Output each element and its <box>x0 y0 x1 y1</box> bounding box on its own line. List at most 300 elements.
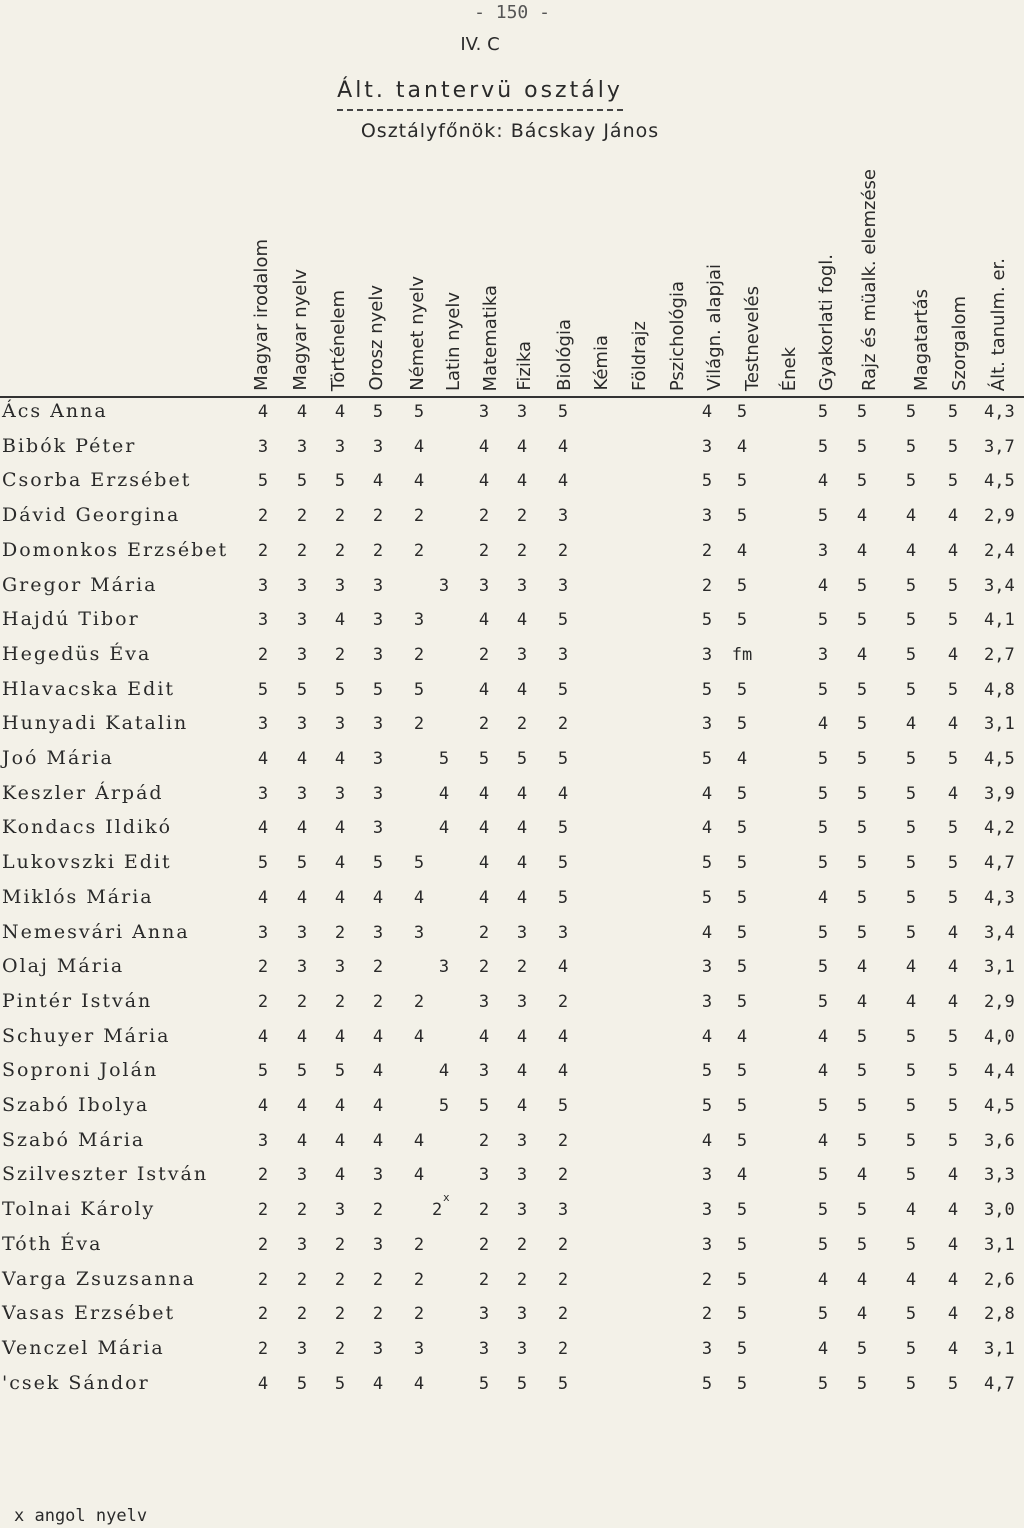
grade-cell: 3 <box>478 1304 490 1325</box>
grade-cell: 4 <box>947 1338 959 1359</box>
grade-cell: 5 <box>413 853 425 874</box>
grade-cell: 3 <box>372 644 384 665</box>
column-header: Magatartás <box>911 289 932 391</box>
grade-cell: 2 <box>372 1269 384 1290</box>
grade-cell: 4 <box>257 1373 269 1394</box>
grade-cell: 3 <box>516 1165 528 1186</box>
grade-cell: 2 <box>296 991 308 1012</box>
grade-cell: 5 <box>947 818 959 839</box>
grade-cell: 2 <box>413 644 425 665</box>
column-header: Magyar nyelv <box>290 269 311 391</box>
average-cell: 2,6 <box>984 1269 1015 1290</box>
grade-cell: 3 <box>478 991 490 1012</box>
grade-cell: 5 <box>856 1373 868 1394</box>
grade-cell: 5 <box>257 853 269 874</box>
grade-cell: 4 <box>947 991 959 1012</box>
grade-cell: 2 <box>516 714 528 735</box>
grade-cell: 2 <box>257 991 269 1012</box>
grade-cell: 5 <box>736 679 748 700</box>
grade-cell: 5 <box>736 1234 748 1255</box>
average-cell: 3,1 <box>984 957 1015 978</box>
grade-cell: 5 <box>557 853 569 874</box>
average-cell: 3,4 <box>984 922 1015 943</box>
grade-cell: 3 <box>701 1165 713 1186</box>
grade-cell: 5 <box>905 749 917 769</box>
grade-cell: 2 <box>257 1200 269 1221</box>
grade-cell: 4 <box>334 1026 346 1047</box>
grade-cell: 5 <box>736 887 748 908</box>
grade-cell: 2 <box>413 1234 425 1255</box>
grade-cell: 5 <box>817 1096 829 1116</box>
table-row <box>0 849 1024 883</box>
footnote: x angol nyelv <box>14 1506 148 1526</box>
class-code: IV. C <box>460 34 500 55</box>
grade-cell: 2 <box>257 1304 269 1325</box>
grade-cell: 5 <box>334 679 346 700</box>
grade-cell: 4 <box>701 783 713 804</box>
grade-cell: 4 <box>736 436 748 457</box>
grade-cell: 3 <box>516 1304 528 1325</box>
grade-cell: 5 <box>736 1338 748 1359</box>
column-header: Testnevelés <box>742 285 763 391</box>
grade-cell: 4 <box>478 610 490 631</box>
grade-cell: 5 <box>736 1269 748 1290</box>
grade-cell: 2 <box>557 714 569 735</box>
grade-cell: 3 <box>516 644 528 665</box>
grade-cell: 5 <box>334 471 346 492</box>
average-cell: 2,4 <box>984 540 1015 561</box>
grade-cell: 5 <box>856 1130 868 1151</box>
grade-cell: 5 <box>905 887 917 908</box>
grade-cell: 5 <box>947 610 959 631</box>
grade-cell: 5 <box>817 1304 829 1325</box>
grade-cell: 4 <box>856 957 868 978</box>
grade-cell: 5 <box>296 1061 308 1082</box>
table-row <box>0 1196 1024 1230</box>
grade-cell: 5 <box>372 402 384 422</box>
grade-cell: 3 <box>413 1338 425 1359</box>
grade-cell: 4 <box>413 1373 425 1394</box>
grade-cell: 5 <box>736 1130 748 1151</box>
grade-cell: 2 <box>257 957 269 978</box>
grade-cell: 5 <box>856 1026 868 1047</box>
grade-cell: 4 <box>817 1130 829 1151</box>
grade-cell: 4 <box>817 1061 829 1082</box>
grade-cell: 3 <box>701 436 713 457</box>
grade-cell: 2 <box>372 1200 384 1221</box>
student-name: Tóth Éva <box>2 1232 103 1255</box>
grade-cell: 3 <box>372 714 384 735</box>
grade-cell: 4 <box>372 1026 384 1047</box>
grade-cell: 2 <box>516 1234 528 1255</box>
grade-cell: 5 <box>905 922 917 943</box>
grade-cell: 2 <box>334 540 346 561</box>
column-header: Latin nyelv <box>443 291 464 391</box>
grade-cell: 5 <box>856 1200 868 1221</box>
grade-cell: 5 <box>296 853 308 874</box>
student-name: Soproni Jolán <box>2 1059 159 1082</box>
student-name: Vasas Erzsébet <box>2 1302 176 1325</box>
grade-cell: 4 <box>947 1304 959 1325</box>
grade-cell: 4 <box>817 1026 829 1047</box>
student-name: Lukovszki Edit <box>2 851 172 874</box>
grade-cell: 4 <box>905 540 917 561</box>
grade-cell: 3 <box>516 922 528 943</box>
grade-cell: 4 <box>334 1130 346 1151</box>
table-row <box>0 1266 1024 1300</box>
grade-cell: 5 <box>701 853 713 874</box>
grade-cell: 3 <box>557 644 569 665</box>
head-teacher: Osztályfőnök: Bácskay János <box>360 120 660 142</box>
grade-cell: 5 <box>736 575 748 596</box>
grade-cell: 5 <box>701 1096 713 1116</box>
table-row <box>0 919 1024 953</box>
student-name: Hlavacska Edit <box>2 677 176 700</box>
grade-cell: 4 <box>257 818 269 839</box>
grade-cell: 5 <box>905 1096 917 1116</box>
grade-cell: 2 <box>478 1130 490 1151</box>
grade-cell: 4 <box>478 1026 490 1047</box>
grade-cell: 3 <box>372 575 384 596</box>
grade-cell: 5 <box>817 402 829 422</box>
grade-cell: 5 <box>905 1338 917 1359</box>
grade-cell: 2 <box>334 991 346 1012</box>
grade-cell: 4 <box>478 783 490 804</box>
table-row <box>0 537 1024 571</box>
table-row <box>0 398 1024 432</box>
grade-cell: 4 <box>478 436 490 457</box>
grade-cell: 2 <box>334 1304 346 1325</box>
grade-cell: 5 <box>905 818 917 839</box>
student-name: Szilveszter István <box>2 1163 209 1186</box>
grade-cell: 3 <box>701 714 713 735</box>
grade-cell: 3 <box>817 644 829 665</box>
grade-cell: 3 <box>478 402 490 422</box>
grade-cell: 5 <box>701 887 713 908</box>
grade-cell: 2 <box>413 714 425 735</box>
grade-cell: 4 <box>947 1165 959 1186</box>
grade-cell: 4 <box>296 1130 308 1151</box>
grade-cell: 2 <box>257 1234 269 1255</box>
grade-cell: 4 <box>413 1165 425 1186</box>
grade-cell: 4 <box>516 1096 528 1116</box>
grade-cell: 4 <box>516 471 528 492</box>
grade-cell: 4 <box>296 749 308 769</box>
grade-cell: 2 <box>296 1269 308 1290</box>
grade-cell: 2 <box>478 714 490 735</box>
grade-cell: 5 <box>478 749 490 769</box>
grade-cell: 5 <box>856 749 868 769</box>
grade-cell: 3 <box>334 1200 346 1221</box>
student-name: Szabó Mária <box>2 1128 146 1151</box>
grade-cell: 4 <box>516 679 528 700</box>
column-header: Szorgalom <box>949 296 970 391</box>
grade-cell: 4 <box>905 714 917 735</box>
table-row <box>0 1057 1024 1091</box>
grade-cell: 5 <box>905 1234 917 1255</box>
grade-cell: 3 <box>478 1061 490 1082</box>
average-cell: 4,1 <box>984 610 1015 631</box>
grade-cell: 4 <box>856 540 868 561</box>
grade-cell: 5 <box>736 922 748 943</box>
grade-cell: 4 <box>334 402 346 422</box>
grade-cell: 5 <box>817 818 829 839</box>
grade-cell: 5 <box>947 1130 959 1151</box>
average-cell: 2,9 <box>984 991 1015 1012</box>
grade-cell: 4 <box>334 1096 346 1116</box>
grade-cell: 2 <box>413 1269 425 1290</box>
grade-cell: 5 <box>817 922 829 943</box>
grade-cell: 5 <box>856 818 868 839</box>
grade-cell: 4 <box>516 818 528 839</box>
grade-cell: 4 <box>334 1165 346 1186</box>
grade-cell: 5 <box>478 1373 490 1394</box>
grade-cell: 2 <box>413 506 425 527</box>
student-name: Kondacs Ildikó <box>2 816 173 839</box>
grade-cell: 2 <box>478 1269 490 1290</box>
grade-cell: 2 <box>701 1304 713 1325</box>
student-name: Keszler Árpád <box>2 781 164 804</box>
student-name: Pintér István <box>2 989 153 1012</box>
grade-cell: 4 <box>372 1096 384 1116</box>
grade-cell: 5 <box>372 679 384 700</box>
grade-cell: 4 <box>257 1026 269 1047</box>
student-name: Joó Mária <box>2 747 114 769</box>
student-name: Miklós Mária <box>2 885 154 908</box>
grade-cell: 3 <box>296 436 308 457</box>
grade-cell: 2 <box>478 506 490 527</box>
column-header: Ének <box>779 346 800 391</box>
student-name: Gregor Mária <box>2 573 158 596</box>
grade-cell: 4 <box>334 749 346 769</box>
grade-cell: 2 <box>516 540 528 561</box>
grade-cell: 4 <box>438 818 450 839</box>
grade-cell: 5 <box>947 749 959 769</box>
grade-cell: 5 <box>856 436 868 457</box>
grade-cell: 2 <box>334 1338 346 1359</box>
grade-cell: 4 <box>701 922 713 943</box>
grade-cell: 5 <box>516 749 528 769</box>
grade-cell: 5 <box>413 679 425 700</box>
grade-cell: 4 <box>856 1165 868 1186</box>
table-row <box>0 1023 1024 1057</box>
grade-cell: 4 <box>478 471 490 492</box>
grade-cell: 5 <box>856 922 868 943</box>
grade-cell: 4 <box>516 887 528 908</box>
grade-cell: 5 <box>817 1373 829 1394</box>
grade-cell: 4 <box>817 575 829 596</box>
grade-cell: 5 <box>905 679 917 700</box>
page-title <box>0 78 960 103</box>
grade-cell: 5 <box>856 714 868 735</box>
table-row <box>0 780 1024 814</box>
table-row <box>0 814 1024 848</box>
grade-cell: 5 <box>947 853 959 874</box>
student-name: Hegedüs Éva <box>2 642 152 665</box>
table-row <box>0 710 1024 744</box>
grade-cell: 4 <box>905 1269 917 1290</box>
grade-cell: 4 <box>334 887 346 908</box>
grade-cell: 3 <box>701 1200 713 1221</box>
student-name: Hajdú Tibor <box>2 608 140 631</box>
grade-cell: 4 <box>413 436 425 457</box>
grade-cell: 4 <box>947 644 959 665</box>
grade-cell: 3 <box>557 575 569 596</box>
grade-cell: 3 <box>478 1165 490 1186</box>
student-name: Hunyadi Katalin <box>2 712 189 735</box>
grade-cell: 5 <box>736 1373 748 1394</box>
grade-cell: 5 <box>947 575 959 596</box>
grade-cell: 5 <box>736 610 748 631</box>
grade-cell: 4 <box>905 991 917 1012</box>
grade-cell: 3 <box>372 1165 384 1186</box>
grade-cell: 4 <box>736 1026 748 1047</box>
grade-cell: 4 <box>905 506 917 527</box>
grade-cell: 5 <box>296 679 308 700</box>
grade-cell: 3 <box>334 436 346 457</box>
grade-cell: 4 <box>701 402 713 422</box>
grade-cell: 2 <box>557 540 569 561</box>
column-header: Német nyelv <box>407 276 428 391</box>
average-cell: 4,3 <box>984 402 1015 422</box>
column-header: Pszichológia <box>667 280 688 391</box>
table-row <box>0 1127 1024 1161</box>
grade-cell: 2 <box>701 575 713 596</box>
column-header: Magyar irodalom <box>251 239 272 391</box>
grade-cell: 3 <box>372 1338 384 1359</box>
grade-cell: 2 <box>372 506 384 527</box>
grade-cell: 3 <box>372 436 384 457</box>
grade-cell: 4 <box>856 506 868 527</box>
grade-cell: 4 <box>736 540 748 561</box>
grade-cell: 3 <box>257 922 269 943</box>
grade-cell: 4 <box>334 853 346 874</box>
grade-cell: 4 <box>856 991 868 1012</box>
grade-cell: 4 <box>947 540 959 561</box>
grade-cell: 4 <box>296 1026 308 1047</box>
grade-cell: 5 <box>947 887 959 908</box>
grade-cell: 3 <box>296 610 308 631</box>
grade-cell: 5 <box>856 887 868 908</box>
grade-cell: 5 <box>736 506 748 527</box>
grade-cell: 5 <box>947 436 959 457</box>
grade-cell: 3 <box>296 922 308 943</box>
grade-cell: 5 <box>817 679 829 700</box>
grade-cell: 3 <box>257 714 269 735</box>
grade-cell: 4 <box>701 818 713 839</box>
grade-cell: 2 <box>557 991 569 1012</box>
grade-cell: 5 <box>947 1096 959 1116</box>
grade-cell: 5 <box>736 853 748 874</box>
grade-cell: 2 <box>516 506 528 527</box>
table-row <box>0 953 1024 987</box>
grade-cell: 2 <box>701 540 713 561</box>
average-cell: 4,8 <box>984 679 1015 700</box>
grade-cell: 2 <box>478 922 490 943</box>
grade-cell: 4 <box>947 922 959 943</box>
grade-cell: 2 <box>334 506 346 527</box>
grade-cell: 2 <box>413 540 425 561</box>
grade-cell: 3 <box>516 1338 528 1359</box>
grade-cell: 5 <box>557 402 569 422</box>
grade-cell: 2 <box>257 506 269 527</box>
student-name: 'csek Sándor <box>2 1371 150 1394</box>
grade-cell: 5 <box>817 1165 829 1186</box>
grade-cell: 5 <box>856 575 868 596</box>
grade-cell: 3 <box>701 506 713 527</box>
grade-cell: 5 <box>334 1061 346 1082</box>
grade-cell: 5 <box>557 1096 569 1116</box>
average-cell: 4,4 <box>984 1061 1015 1082</box>
grade-cell: 4 <box>372 887 384 908</box>
column-header: Gyakorlati fogl. <box>816 253 837 391</box>
grade-cell: 5 <box>334 1373 346 1394</box>
grade-cell: 4 <box>478 853 490 874</box>
grade-cell: 3 <box>701 1234 713 1255</box>
grade-cell: 4 <box>557 1061 569 1082</box>
grade-cell: 5 <box>817 853 829 874</box>
grade-cell: 3 <box>296 575 308 596</box>
grade-cell: 4 <box>905 957 917 978</box>
grade-cell: 2 <box>296 1304 308 1325</box>
grade-cell: 5 <box>257 1061 269 1082</box>
grade-cell: 2 <box>557 1269 569 1290</box>
grade-cell: 2 <box>334 1234 346 1255</box>
grade-cell: 3 <box>372 749 384 769</box>
grade-cell: 3 <box>557 506 569 527</box>
student-name: Ács Anna <box>2 400 108 422</box>
grade-cell: 2 <box>296 506 308 527</box>
grade-cell: 4 <box>557 1026 569 1047</box>
grade-cell: 5 <box>905 783 917 804</box>
grade-cell: 5 <box>257 679 269 700</box>
grade-cell: 5 <box>856 853 868 874</box>
grade-cell: 5 <box>856 402 868 422</box>
grade-cell: 5 <box>856 471 868 492</box>
student-name: Varga Zsuzsanna <box>2 1267 196 1290</box>
average-cell: 4,5 <box>984 1096 1015 1116</box>
grade-cell: 3 <box>334 783 346 804</box>
grade-cell: 5 <box>413 402 425 422</box>
grade-cell: 5 <box>856 783 868 804</box>
page-number: - 150 - <box>474 2 550 23</box>
grade-cell: 2 <box>334 1269 346 1290</box>
average-cell: 4,5 <box>984 471 1015 492</box>
grade-cell: 4 <box>516 853 528 874</box>
grade-cell: 4 <box>257 749 269 769</box>
grade-cell: 5 <box>736 1096 748 1116</box>
average-cell: 3,9 <box>984 783 1015 804</box>
grade-cell: 5 <box>905 1304 917 1325</box>
grade-cell: 5 <box>856 1061 868 1082</box>
grade-cell: 5 <box>856 610 868 631</box>
grade-cell: 3 <box>257 1130 269 1151</box>
grade-cell: 3 <box>296 644 308 665</box>
grade-cell: 4 <box>817 714 829 735</box>
grade-cell: 5 <box>736 1304 748 1325</box>
student-name: Venczel Mária <box>2 1336 165 1359</box>
grade-cell: 5 <box>817 957 829 978</box>
table-row <box>0 641 1024 675</box>
grade-cell: 5 <box>817 506 829 527</box>
grade-cell: 5 <box>701 471 713 492</box>
grade-cell: 2 <box>516 1269 528 1290</box>
column-header: Biológia <box>554 319 575 391</box>
grade-cell: 2 <box>516 957 528 978</box>
grade-cell: 4 <box>478 679 490 700</box>
table-row <box>0 1370 1024 1404</box>
grade-cell: 3 <box>296 1338 308 1359</box>
